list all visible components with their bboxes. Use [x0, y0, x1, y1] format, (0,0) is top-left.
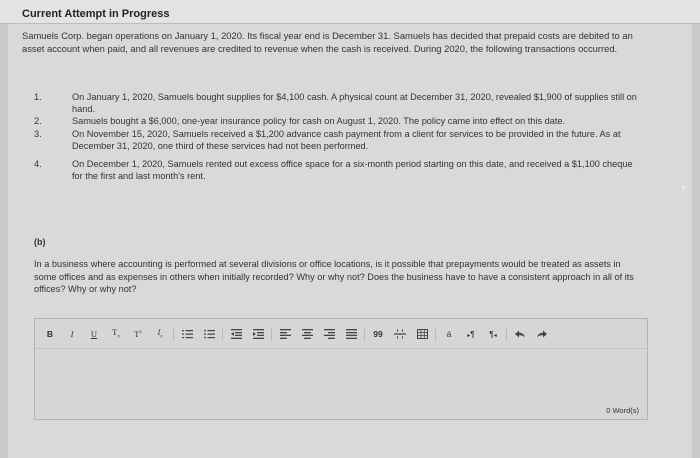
superscript-mark: x	[139, 329, 142, 335]
list-item	[34, 129, 654, 159]
item-text: On November 15, 2020, Samuels received a $1,200 advance cash payment from a client for services to be provided in the future. As at December 31, 2020, one third of these services had not been performed.	[72, 129, 621, 151]
toolbar-divider	[173, 327, 174, 341]
indent-button[interactable]	[249, 325, 267, 343]
item-number: 1.	[34, 92, 42, 102]
item-number: 2.	[34, 116, 42, 126]
toolbar-divider	[271, 327, 272, 341]
bold-icon: B	[46, 328, 54, 339]
subscript-mark: x	[117, 334, 120, 340]
ltr-direction-button[interactable]	[462, 325, 480, 343]
superscript-button[interactable]	[129, 325, 147, 343]
toolbar-divider	[435, 327, 436, 341]
clear-format-letter: I	[157, 327, 161, 338]
special-character-button[interactable]	[440, 325, 458, 343]
align-left-button[interactable]	[276, 325, 294, 343]
ordered-list-icon	[182, 329, 193, 339]
clear-format-icon	[157, 327, 162, 340]
answer-text-area[interactable]	[35, 350, 647, 420]
table-icon	[417, 329, 428, 339]
undo-button[interactable]	[511, 325, 529, 343]
align-justify-button[interactable]	[342, 325, 360, 343]
item-number: 4.	[34, 159, 42, 169]
part-label: (b)	[34, 237, 46, 247]
word-count: 0 Word(s)	[606, 406, 639, 415]
underline-button[interactable]	[85, 325, 103, 343]
table-button[interactable]	[413, 325, 431, 343]
align-right-icon	[324, 329, 335, 339]
item-text: Samuels bought a $6,000, one-year insurance policy for cash on August 1, 2020. The policy came into effect on this date.	[72, 116, 566, 126]
horizontal-rule-button[interactable]	[391, 325, 409, 343]
italic-button[interactable]	[63, 325, 81, 343]
editor-toolbar	[35, 319, 647, 349]
superscript-letter: T	[134, 328, 140, 339]
align-right-button[interactable]	[320, 325, 338, 343]
subscript-icon	[112, 327, 120, 340]
outdent-icon	[231, 329, 242, 339]
question-text: In a business where accounting is performed at several divisions or office locations, is it possible that prepayments would be treated as assets in some offices and as expenses in others when initially recorded? Why or why not? Does the business have to have a consistent approach in all of its offices? Why or why not?	[34, 259, 634, 294]
align-justify-icon	[346, 329, 357, 339]
clear-format-button[interactable]	[151, 325, 169, 343]
bold-button[interactable]	[41, 325, 59, 343]
transactions-list	[34, 92, 654, 183]
problem-intro: Samuels Corp. began operations on January 1, 2020. Its fiscal year end is December 31. Samuels has decided that prepaid costs are debited to an asset account when paid, and all revenues are credited to revenue when the cash is received. During 2020, the following transactions occurred.	[22, 30, 633, 54]
indent-icon	[253, 329, 264, 339]
ltr-direction-icon: ▸¶	[467, 328, 475, 339]
subscript-letter: T	[112, 327, 118, 338]
horizontal-rule-icon	[394, 329, 406, 339]
special-character-icon: á	[446, 328, 452, 339]
rtl-direction-icon: ¶◂	[489, 328, 497, 339]
quote-icon: 99	[373, 328, 383, 339]
blockquote-button[interactable]	[369, 325, 387, 343]
redo-icon	[537, 330, 547, 338]
rtl-mark: ¶	[489, 328, 494, 339]
redo-button[interactable]	[533, 325, 551, 343]
unordered-list-button[interactable]	[200, 325, 218, 343]
align-left-icon	[280, 329, 291, 339]
unordered-list-icon	[204, 329, 215, 339]
list-item	[34, 159, 654, 183]
subscript-button[interactable]	[107, 325, 125, 343]
clear-format-mark: x	[160, 334, 163, 340]
ltr-mark: ¶	[470, 328, 475, 339]
page-title: Current Attempt in Progress	[22, 8, 170, 20]
underline-icon: U	[90, 328, 98, 339]
toolbar-divider	[222, 327, 223, 341]
item-text: On December 1, 2020, Samuels rented out excess office space for a six-month period starting on this date, and received a $1,100 cheque for the first and last month's rent.	[72, 159, 633, 181]
item-text: On January 1, 2020, Samuels bought supplies for $4,100 cash. A physical count at December 31, 2020, revealed $1,900 of supplies still on hand.	[72, 92, 637, 114]
undo-icon	[515, 330, 525, 338]
mouse-cursor-dot	[682, 186, 685, 189]
list-item	[34, 116, 654, 129]
rtl-direction-button[interactable]	[484, 325, 502, 343]
align-center-button[interactable]	[298, 325, 316, 343]
ordered-list-button[interactable]	[178, 325, 196, 343]
superscript-icon	[134, 329, 142, 339]
page-header	[0, 0, 700, 24]
list-item	[34, 92, 654, 116]
italic-icon: I	[70, 328, 74, 339]
toolbar-divider	[364, 327, 365, 341]
align-center-icon	[302, 329, 313, 339]
rich-text-editor	[34, 318, 648, 420]
toolbar-divider	[506, 327, 507, 341]
outdent-button[interactable]	[227, 325, 245, 343]
item-number: 3.	[34, 129, 42, 139]
